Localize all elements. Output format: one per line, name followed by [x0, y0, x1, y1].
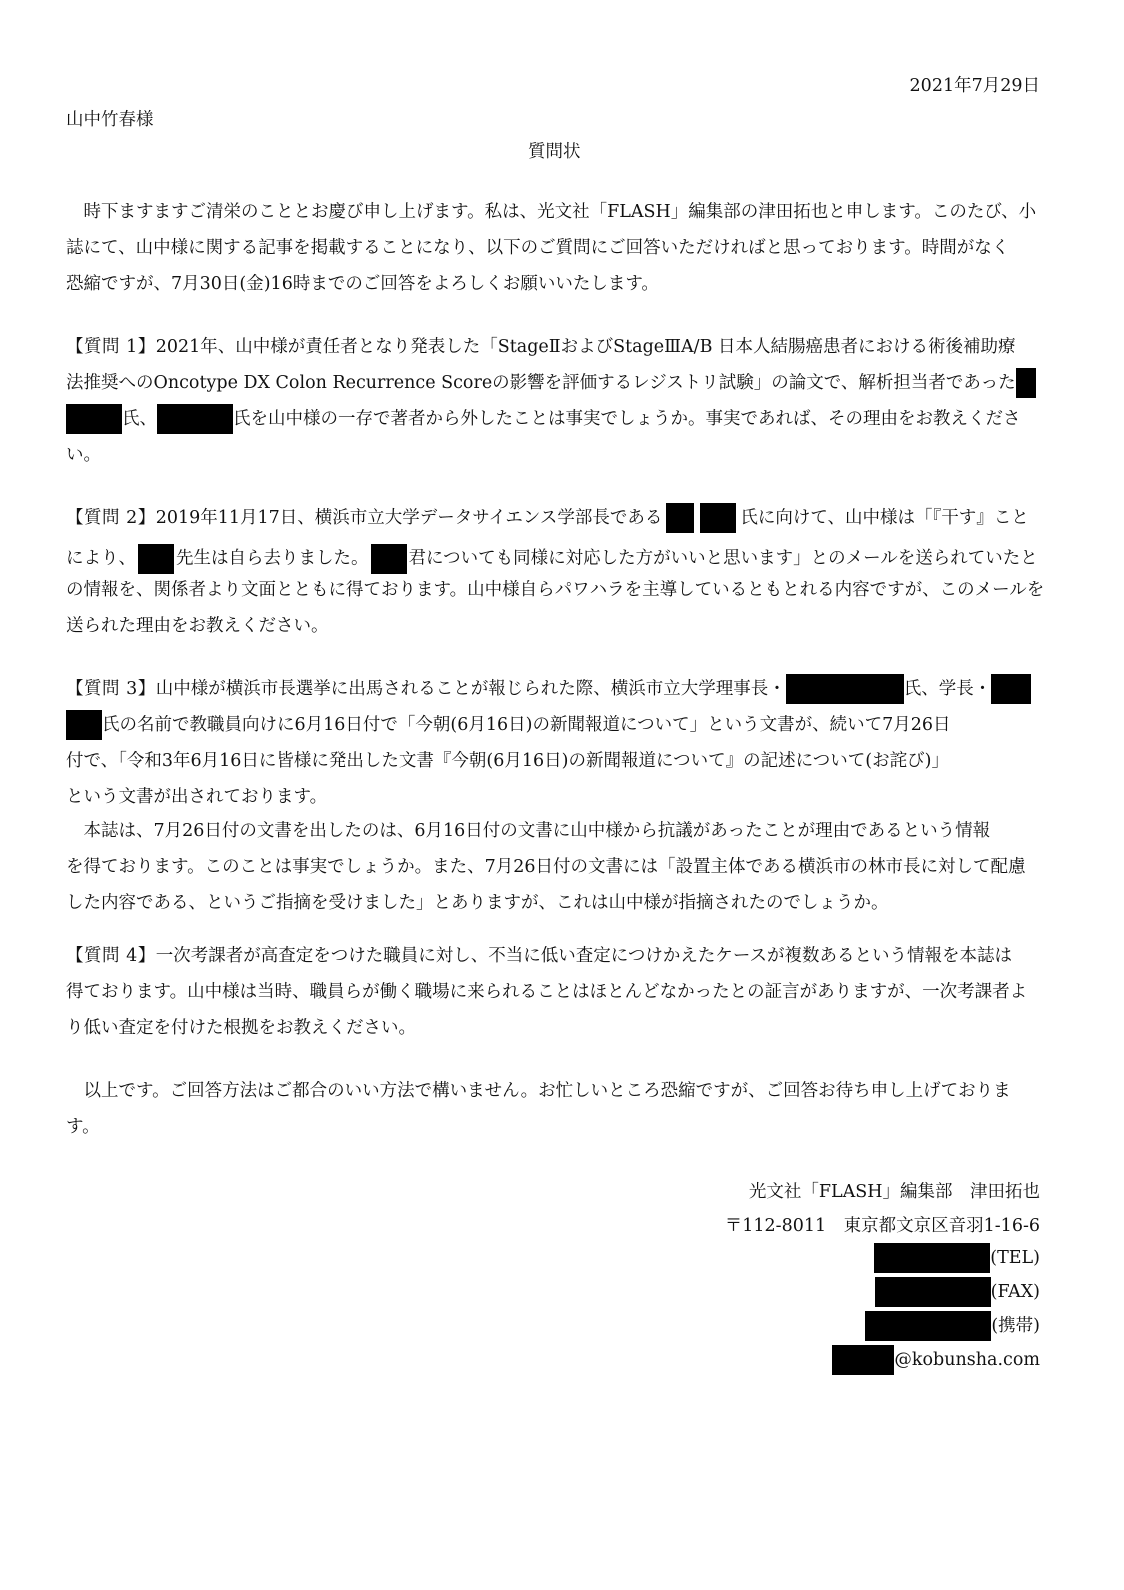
intro-line: 恐縮ですが、7月30日(金)16時までのご回答をよろしくお願いいたします。 — [66, 274, 659, 294]
question-3-heading: 【質問 3】 — [66, 679, 156, 699]
question-text: 山中様が横浜市長選挙に出馬されることが報じられた際、横浜市立大学理事長・ — [155, 679, 786, 699]
mobile-label: (携帯) — [991, 1316, 1040, 1336]
question-2-heading: 【質問 2】 — [66, 508, 156, 528]
question-text: 付で、「令和3年6月16日に皆様に発出した文書『今朝(6月16日)の新聞報道について』の記述について(お詫び)」 — [66, 751, 949, 771]
signature-address: 〒112-8011 東京都文京区音羽1-16-6 — [724, 1216, 1040, 1236]
fax-label: (FAX) — [990, 1282, 1040, 1302]
question-text: 2019年11月17日、横浜市立大学データサイエンス学部長である — [155, 508, 663, 528]
question-text: 送られた理由をお教えください。 — [66, 616, 329, 636]
question-text: 君についても同様に対応した方がいいと思います」とのメールを送られていたと — [408, 548, 1038, 569]
question-text: 氏の名前で教職員向けに6月16日付で「今朝(6月16日)の新聞報道について」という文書が、続いて7月26日 — [102, 715, 951, 735]
signature-email — [832, 1350, 1040, 1371]
redaction-block — [371, 544, 407, 574]
redaction-block — [1016, 368, 1036, 398]
addressee: 山中竹春様 — [66, 110, 154, 130]
redaction-block — [786, 674, 904, 704]
question-text: 氏に向けて、山中様は「『干す』こと — [740, 508, 1029, 528]
question-text: 氏を山中様の一存で著者から外したことは事実でしょうか。事実であれば、その理由をお教えくださ — [233, 409, 1021, 429]
question-text: を得ております。このことは事実でしょうか。また、7月26日付の文書には「設置主体である横浜市の林市長に対して配慮 — [66, 857, 1026, 877]
redaction-block — [66, 404, 122, 434]
closing-line: す。 — [66, 1117, 100, 1137]
letter-title: 質問状 — [528, 142, 581, 162]
signature-mobile — [865, 1316, 1040, 1337]
redaction-block — [875, 1277, 991, 1307]
intro-line: 誌にて、山中様に関する記事を掲載することになり、以下のご質問にご回答いただければと思っております。時間がなく — [66, 238, 1010, 258]
intro-line: 時下ますますご清栄のこととお慶び申し上げます。私は、光文社「FLASH」編集部の津田拓也と申します。このたび、小 — [66, 202, 1037, 222]
question-text: 得ております。山中様は当時、職員らが働く職場に来られることはほとんどなかったとの証言がありますが、一次考課者よ — [66, 982, 1028, 1002]
question-text: した内容である、というご指摘を受けました」とありますが、これは山中様が指摘されたのでしょうか。 — [66, 893, 889, 913]
question-1-heading: 【質問 1】 — [66, 337, 156, 357]
signature-fax — [875, 1282, 1040, 1303]
question-text: 先生は自ら去りました。 — [176, 548, 369, 569]
signature-org: 光文社「FLASH」編集部 津田拓也 — [748, 1182, 1040, 1202]
signature-tel — [874, 1248, 1040, 1269]
redaction-block — [700, 503, 736, 533]
redaction-block — [66, 710, 102, 740]
letter-date: 2021年7月29日 — [909, 76, 1040, 96]
question-text: 氏、学長・ — [903, 679, 992, 699]
closing-line: 以上です。ご回答方法はご都合のいい方法で構いません。お忙しいところ恐縮ですが、ご回答お待ち申し上げておりま — [66, 1081, 1011, 1101]
question-text: という文書が出されております。 — [66, 787, 328, 807]
redaction-block — [157, 404, 233, 434]
redaction-block — [832, 1345, 894, 1375]
question-4-heading: 【質問 4】 — [66, 946, 156, 966]
question-text: 法推奨へのOncotype DX Colon Recurrence Scoreの影響を評価するレジストリ試験」の論文で、解析担当者であった — [66, 373, 1016, 393]
question-text: 一次考課者が高査定をつけた職員に対し、不当に低い査定につけかえたケースが複数あるという情報を本誌は — [155, 946, 1012, 966]
redaction-block — [991, 674, 1031, 704]
question-text: により、 — [66, 548, 136, 569]
question-text: 氏、 — [122, 409, 157, 429]
question-text: の情報を、関係者より文面とともに得ております。山中様自らパワハラを主導しているともとれる内容ですが、このメールを — [66, 580, 1045, 600]
question-text: 本誌は、7月26日付の文書を出したのは、6月16日付の文書に山中様から抗議があったことが理由であるという情報 — [66, 821, 991, 841]
email-domain: @kobunsha.com — [894, 1350, 1040, 1370]
question-text: い。 — [66, 445, 101, 465]
redaction-block — [666, 503, 694, 533]
redaction-block — [138, 544, 174, 574]
question-text: 2021年、山中様が責任者となり発表した「StageⅡおよびStageⅢA/B 日本人結腸癌患者における術後補助療 — [155, 337, 1016, 357]
redaction-block — [874, 1243, 990, 1273]
redaction-block — [865, 1311, 991, 1341]
question-text: り低い査定を付けた根拠をお教えください。 — [66, 1018, 416, 1038]
tel-label: (TEL) — [990, 1248, 1040, 1268]
